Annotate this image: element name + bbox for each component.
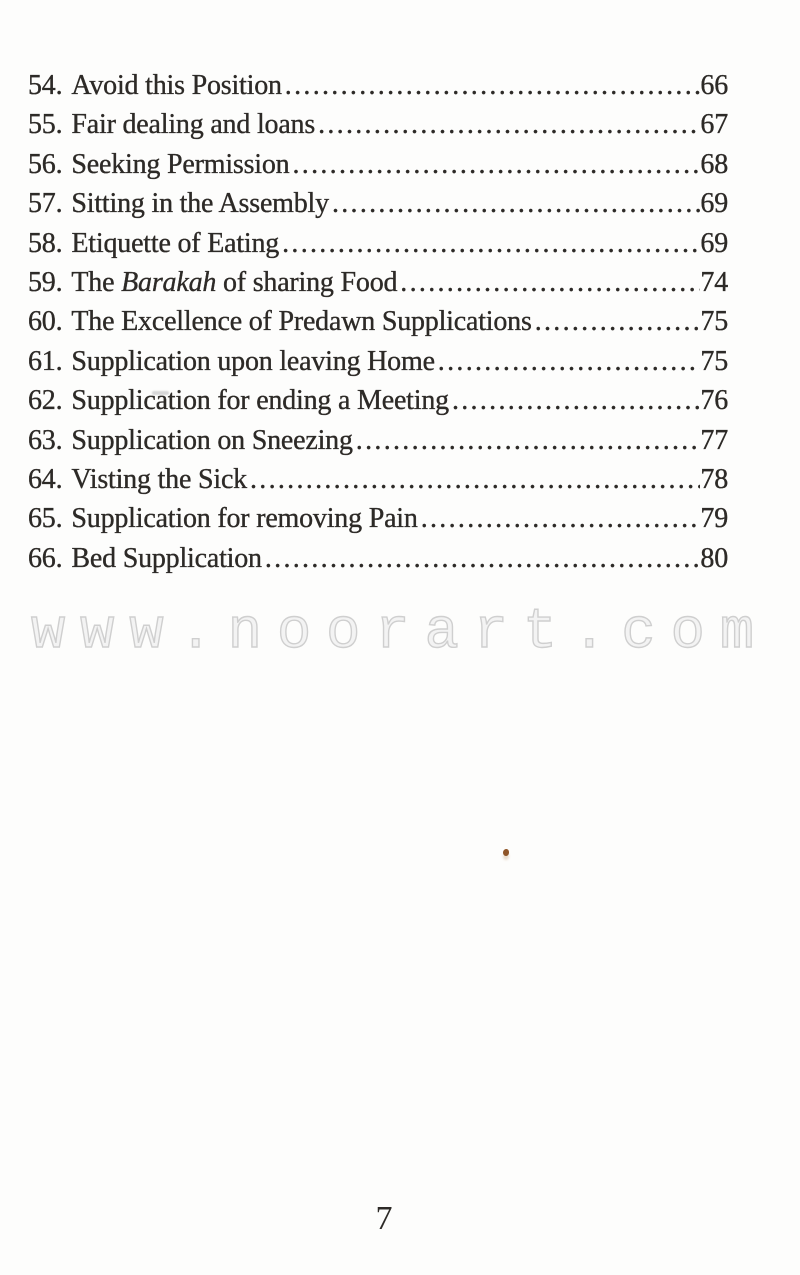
toc-entry-number: 62.: [28, 385, 63, 417]
toc-entry-number: 58.: [28, 227, 63, 259]
toc-entry: [28, 70, 728, 109]
toc-entry-number: 55.: [28, 109, 63, 141]
dot-leader: [282, 228, 700, 260]
toc-entry-page-number: 77: [700, 424, 728, 456]
toc-entry-title: 58. Etiquette of Eating: [28, 227, 280, 259]
ink-speck-artifact: [503, 849, 509, 856]
toc-entry: [28, 188, 728, 227]
dot-leader: [265, 543, 701, 575]
toc-entry-page-number: 75: [700, 306, 728, 338]
toc-entry: [28, 543, 728, 582]
toc-entry: [28, 464, 728, 503]
toc-entry-page-number: 75: [700, 345, 728, 377]
toc-entry: [28, 425, 728, 464]
toc-entry-page-number: 80: [700, 542, 728, 574]
dot-leader: [400, 267, 700, 299]
toc-entry-number: 66.: [28, 542, 63, 574]
toc-entry-title: 57. Sitting in the Assembly: [28, 188, 329, 220]
toc-entry-number: 63.: [28, 424, 63, 456]
toc-entry-number: 57.: [28, 188, 63, 220]
dot-leader: [285, 70, 701, 102]
toc-entry-number: 65.: [28, 503, 63, 535]
toc-entry-page-number: 69: [700, 188, 728, 220]
toc-entry-title: 54. Avoid this Position: [28, 70, 282, 101]
toc-entry-page-number: 74: [700, 266, 728, 298]
toc-entry: [28, 306, 728, 345]
toc-entry-page-number: 76: [700, 385, 728, 417]
toc-entry: [28, 109, 728, 148]
toc-entry-title: 63. Supplication on Sneezing: [28, 424, 353, 456]
dot-leader: [318, 109, 700, 141]
toc-entry-page-number: 79: [700, 503, 728, 535]
dot-leader: [250, 464, 700, 496]
toc-entry-page-number: 69: [700, 227, 728, 259]
toc-entry-number: 59.: [28, 266, 63, 298]
toc-entry-title: 55. Fair dealing and loans: [28, 109, 316, 141]
toc-entry-title: 60. The Excellence of Predawn Supplications: [28, 306, 532, 338]
toc-entry: [28, 503, 728, 542]
toc-entry-page-number: 67: [700, 109, 728, 141]
dot-leader: [452, 385, 700, 417]
toc-entry-page-number: 78: [700, 463, 728, 495]
dot-leader: [421, 503, 701, 535]
toc-entry-title: 64. Visting the Sick: [28, 463, 247, 495]
footer-page-number: 7: [375, 1200, 393, 1237]
watermark-text: www.noorart.com: [30, 601, 770, 665]
toc-entry-number: 60.: [28, 306, 63, 338]
toc-entry: [28, 385, 728, 424]
toc-entry-title: 61. Supplication upon leaving Home: [28, 345, 435, 377]
toc-entry-title: 62. Supplication for ending a Meeting: [28, 385, 449, 417]
toc-entry: [28, 346, 728, 385]
toc-entry-number: 56.: [28, 148, 63, 180]
dot-leader: [535, 306, 701, 338]
toc-entry-title: 66. Bed Supplication: [28, 542, 262, 574]
toc-entry-page-number: 66: [700, 70, 728, 101]
toc-entry-number: 54.: [28, 70, 63, 101]
toc-entry-title: 65. Supplication for removing Pain: [28, 503, 418, 535]
dot-leader: [292, 149, 700, 181]
scan-smudge-artifact: [152, 391, 169, 395]
toc-entry: [28, 149, 728, 188]
toc-entry: [28, 228, 728, 267]
dot-leader: [332, 188, 700, 220]
toc-entry-title: 59. The Barakah of sharing Food: [28, 266, 398, 298]
toc-entry-italic-word: Barakah: [121, 266, 217, 298]
toc-entry-page-number: 68: [700, 148, 728, 180]
toc-entry-title: 56. Seeking Permission: [28, 148, 290, 180]
toc-entry-number: 61.: [28, 345, 63, 377]
table-of-contents: [28, 70, 728, 582]
dot-leader: [356, 425, 701, 457]
dot-leader: [438, 346, 701, 378]
toc-entry: [28, 267, 728, 306]
toc-entry-number: 64.: [28, 463, 63, 495]
